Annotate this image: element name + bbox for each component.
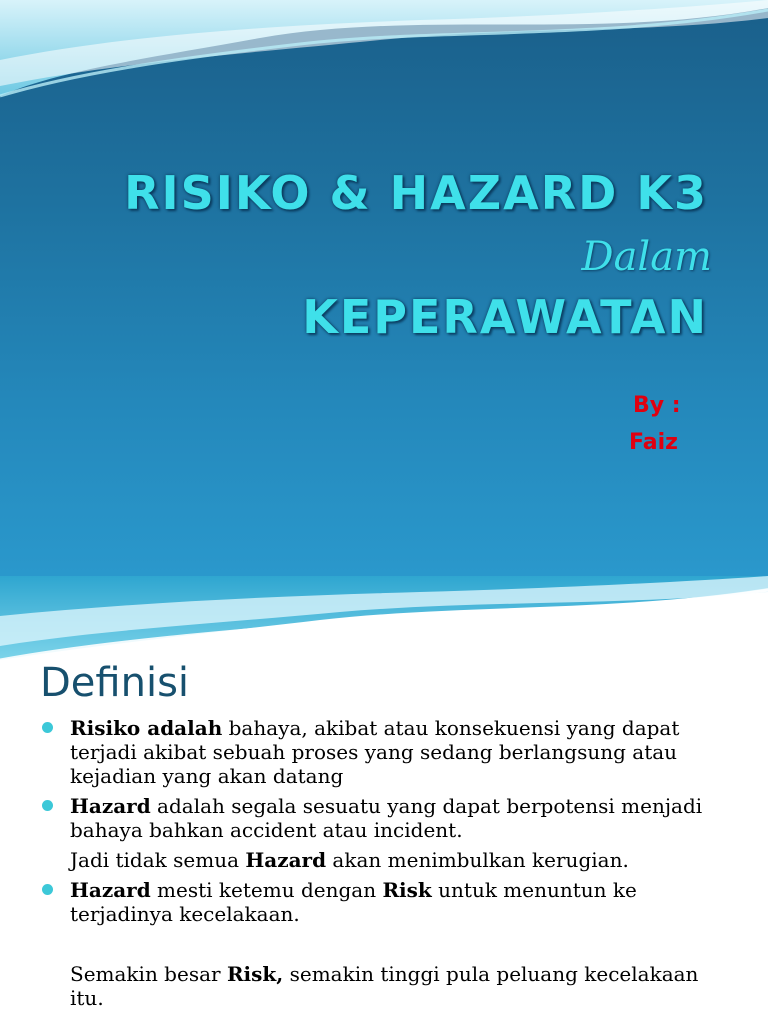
wave-decoration <box>0 576 768 666</box>
wave-decoration <box>0 0 768 110</box>
definition-heading: Definisi <box>40 660 190 706</box>
author-name: Faiz <box>629 430 678 455</box>
by-label: By : <box>633 393 681 418</box>
bullet-dot-icon <box>42 800 53 811</box>
bullet-item: Hazard mesti ketemu dengan Risk untuk menuntun ke terjadinya kecelakaan. <box>36 878 726 926</box>
bullet-item: Hazard adalah segala sesuatu yang dapat berpotensi menjadi bahaya bahkan accident atau incident. <box>36 794 726 842</box>
slide-title-line-2: KEPERAWATAN <box>302 290 708 344</box>
bullet-item: Risiko adalah bahaya, akibat atau konsekuensi yang dapat terjadi akibat sebuah proses yang sedang berlangsung atau kejadian yang akan datang <box>36 716 726 788</box>
definition-body <box>36 716 726 1010</box>
slide-subtitle-dalam: Dalam <box>581 234 712 280</box>
definition-slide <box>0 576 768 1024</box>
paragraph: Jadi tidak semua Hazard akan menimbulkan kerugian. <box>70 848 629 872</box>
bullet-dot-icon <box>42 884 53 895</box>
slide-title: RISIKO & HAZARD K3 <box>124 166 708 220</box>
paragraph: Semakin besar Risk, semakin tinggi pula peluang kecelakaan itu. <box>70 962 699 1010</box>
bullet-dot-icon <box>42 722 53 733</box>
